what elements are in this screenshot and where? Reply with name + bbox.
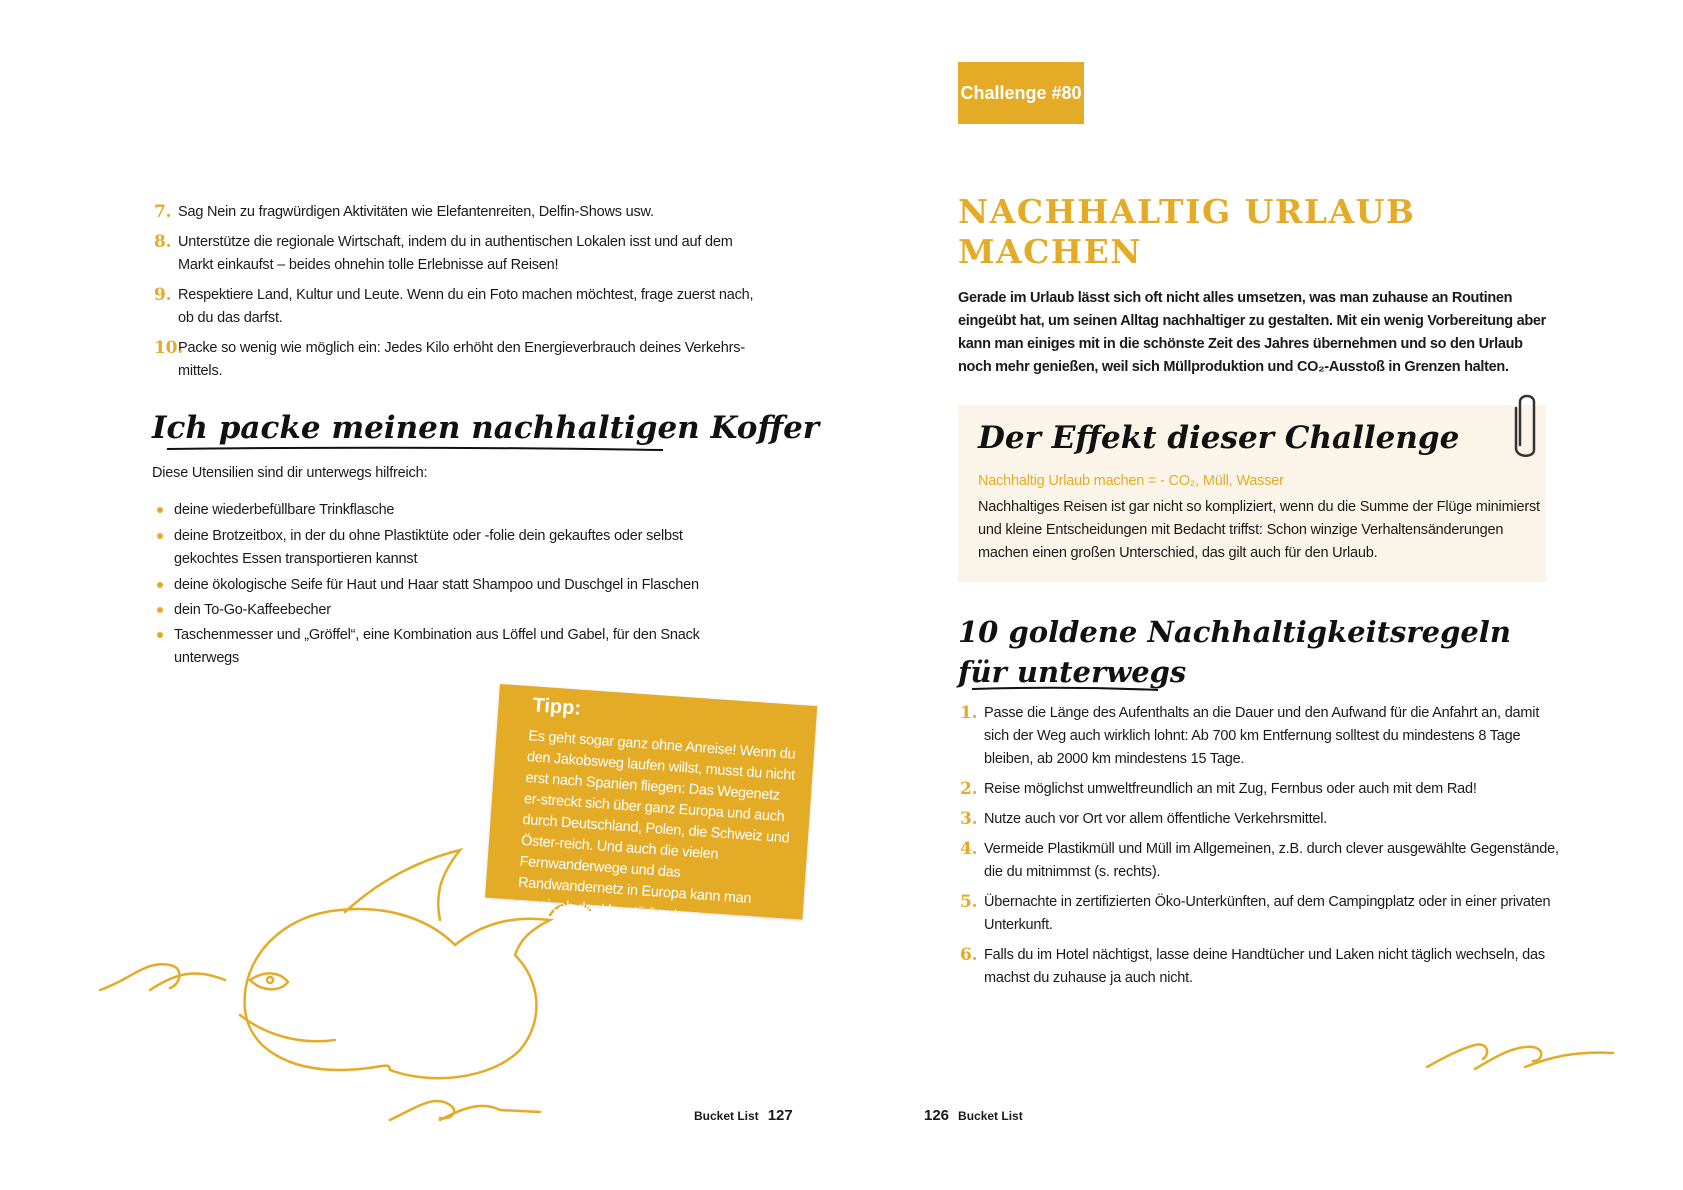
rule-item-8	[154, 231, 758, 277]
koffer-item-text: deine ökologische Seife für Haut und Haar statt Shampoo und Duschgel in Flaschen	[174, 577, 699, 593]
footer-title: Bucket List	[958, 1109, 1023, 1123]
rule-number: 4.	[960, 839, 978, 859]
koffer-heading: Ich packe meinen nachhaltigen Koffer	[152, 410, 820, 446]
bullet-dot	[157, 632, 163, 638]
challenge-badge: Challenge #80	[958, 62, 1084, 124]
koffer-item	[174, 525, 734, 571]
effect-text: Nachhaltiges Reisen ist gar nicht so kompliziert, wenn du die Summe der Flüge minimierst und kleine Entscheidungen mit Bedacht triffst: Schon winzige Verhaltensänderungen machen einen großen Unterschied, das gilt auch für den Urlaub.	[978, 499, 1540, 561]
rule-text: Respektiere Land, Kultur und Leute. Wenn du ein Foto machen möchtest, frage zuerst nach, ob du das darfst.	[178, 287, 754, 326]
wave-decoration	[1425, 1035, 1615, 1075]
rule-number: 3.	[960, 809, 978, 829]
rule-item-7	[154, 201, 758, 224]
rule-text: Sag Nein zu fragwürdigen Aktivitäten wie Elefantenreiten, Delfin-Shows usw.	[178, 204, 654, 220]
paperclip-icon	[1512, 390, 1542, 460]
rule-number: 10.	[154, 338, 183, 358]
bullet-dot	[157, 507, 163, 513]
rule-item-9	[154, 284, 758, 330]
rules-heading	[958, 612, 1511, 692]
rule-item-3	[960, 808, 1559, 831]
rule-item-6	[960, 944, 1559, 990]
koffer-item-text: deine Brotzeitbox, in der du ohne Plastiktüte oder -folie dein gekauftes oder selbst gekochtes Essen transportieren kannst	[174, 528, 683, 567]
tipp-box	[485, 684, 817, 925]
koffer-item	[174, 574, 734, 597]
koffer-item-text: Taschenmesser und „Gröffel“, eine Kombination aus Löffel und Gabel, für den Snack unterwegs	[174, 627, 700, 666]
rule-item-5	[960, 891, 1559, 937]
page-number: 127	[767, 1107, 793, 1124]
rule-text: Reise möglichst umweltfreundlich an mit Zug, Fernbus oder auch mit dem Rad!	[984, 781, 1477, 797]
intro-text: Gerade im Urlaub lässt sich oft nicht alles umsetzen, was man zuhause an Routinen eingeübt hat, um seinen Alltag nachhaltiger zu gestalten. Mit ein wenig Vorbereitung aber kann man einiges mit in die schönste Zeit des Jahres übernehmen und so den Urlaub noch mehr genießen, weil sich Müllproduktion und CO₂-Ausstoß in Grenzen halten.	[958, 290, 1547, 375]
rule-number: 6.	[960, 945, 978, 965]
koffer-item-text: dein To-Go-Kaffeebecher	[174, 602, 331, 618]
effect-title: Der Effekt dieser Challenge	[978, 420, 1460, 456]
rule-text: Nutze auch vor Ort vor allem öffentliche Verkehrsmittel.	[984, 811, 1328, 827]
rule-text: Übernachte in zertifizierten Öko-Unterkünften, auf dem Campingplatz oder in einer privaten Unterkunft.	[984, 894, 1551, 933]
rule-number: 8.	[154, 232, 172, 252]
rule-text: Passe die Länge des Aufenthalts an die Dauer und den Aufwand für die Anfahrt an, damit sich der Weg auch wirklich lohnt: Ab 700 km Entfernung solltest du mindestens 8 Tage bleiben, ab 2000 km mindestens 15 Tage.	[984, 705, 1540, 767]
rule-item-1	[960, 702, 1559, 771]
koffer-item	[174, 599, 734, 622]
page-title	[958, 192, 1518, 272]
rule-text: Unterstütze die regionale Wirtschaft, indem du in authentischen Lokalen isst und auf dem Markt einkaufst – beides ohnehin tolle Erlebnisse auf Reisen!	[178, 234, 733, 273]
rule-number: 9.	[154, 285, 172, 305]
bullet-dot	[157, 533, 163, 539]
rule-text: Packe so wenig wie möglich ein: Jedes Kilo erhöht den Energieverbrauch deines Verkehrs-mittels.	[178, 340, 745, 379]
left-footer	[694, 1107, 793, 1124]
rules-heading-underline	[970, 685, 1160, 693]
rule-number: 2.	[960, 779, 978, 799]
rule-item-2	[960, 778, 1559, 801]
koffer-item	[174, 499, 734, 522]
rules-heading-line-2: für unterwegs	[958, 655, 1187, 689]
koffer-item	[174, 624, 754, 670]
rules-heading-line-1: 10 goldene Nachhaltigkeitsregeln	[958, 615, 1511, 649]
koffer-intro: Diese Utensilien sind dir unterwegs hilfreich:	[152, 465, 428, 481]
right-footer	[924, 1107, 1023, 1124]
bullet-dot	[157, 607, 163, 613]
koffer-heading-underline	[165, 445, 665, 453]
koffer-item-text: deine wiederbefüllbare Trinkflasche	[174, 502, 395, 518]
title-line-2: MACHEN	[958, 232, 1142, 271]
rule-number: 1.	[960, 703, 978, 723]
rule-number: 5.	[960, 892, 978, 912]
page-number: 126	[924, 1107, 950, 1124]
rule-item-10	[154, 337, 758, 383]
tipp-title: Tipp:	[531, 694, 582, 720]
tipp-text: Es geht sogar ganz ohne Anreise! Wenn du den Jakobsweg laufen willst, musst du nicht erst nach Spanien fliegen: Das Wegenetz er-streckt sich über ganz Europa und auch durch Deutschland, Polen, die Schweiz und Öster-reich. Und auch die vielen Fernwanderwege und das Randwandernetz in Europa kann man quasi „ab der Haustür“ nutzen.	[516, 728, 796, 925]
effect-formula: Nachhaltig Urlaub machen = - CO₂, Müll, Wasser	[978, 473, 1284, 489]
footer-title: Bucket List	[694, 1109, 759, 1123]
bullet-dot	[157, 582, 163, 588]
rule-number: 7.	[154, 202, 172, 222]
rule-text: Vermeide Plastikmüll und Müll im Allgemeinen, z.B. durch clever ausgewählte Gegenstände, die du mitnimmst (s. rechts).	[984, 841, 1559, 880]
title-line-1: NACHHALTIG URLAUB	[958, 192, 1416, 231]
rule-text: Falls du im Hotel nächtigst, lasse deine Handtücher und Laken nicht täglich wechseln, das machst du zuhause ja auch nicht.	[984, 947, 1545, 986]
rule-item-4	[960, 838, 1559, 884]
